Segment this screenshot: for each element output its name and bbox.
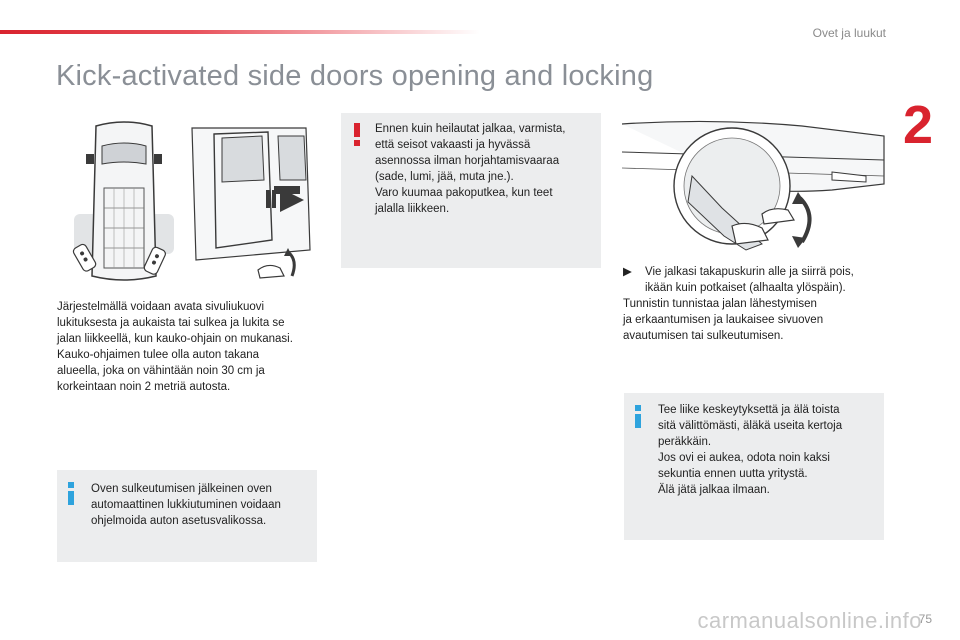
sliding-door-illustration [188, 120, 316, 288]
instruction-text: ▶ Vie jalkasi takapuskurin alle ja siirrä pois, ikään kuin potkaiset (alhaalta ylöspäin). Tunnistin tunnistaa jalan lähestymisen ja erkaantumisen ja laukaisee sivuoven avautumisen tai sulkeutumisen. [623, 264, 893, 344]
page-number: 75 [918, 612, 932, 626]
info-icon [635, 405, 641, 428]
info-text-left: Oven sulkeutumisen jälkeinen oven automaattinen lukkiutuminen voidaan ohjelmoida auton asetusvalikossa. [91, 483, 281, 527]
intro-text: Järjestelmällä voidaan avata sivuliukuovi lukituksesta ja aukaista tai sulkea ja lukita se jalan liikkeellä, kun kauko-ohjain on mukanasi. Kauko-ohjaimen tulee olla auton takana alueella, joka on vähintään noin 30 cm ja korkeintaan noin 2 metriä autosta. [57, 301, 293, 393]
header-accent-bar [0, 30, 480, 34]
warning-text: Ennen kuin heilautat jalkaa, varmista, että seisot vakaasti ja hyvässä asennossa ilman horjahtamisvaaraa (sade, lumi, jää, muta jne.). Varo kuumaa pakoputkea, kun teet jalalla liikkeen. [375, 123, 566, 215]
warning-box [341, 113, 601, 268]
chapter-number: 2 [903, 95, 934, 155]
warning-icon [354, 123, 360, 146]
section-name: Ovet ja luukut [812, 26, 886, 40]
info-box-left [57, 470, 317, 562]
arrow-bullet-icon: ▶ [623, 266, 632, 278]
info-icon [68, 482, 74, 505]
van-top-view-illustration [68, 118, 180, 290]
instruction-bullet: ▶ Vie jalkasi takapuskurin alle ja siirrä pois, ikään kuin potkaiset (alhaalta ylöspäin). [623, 266, 854, 294]
info-box-right [624, 393, 884, 540]
watermark: carmanualsonline.info [697, 608, 922, 633]
rear-bumper-kick-illustration [622, 116, 886, 256]
page-title: Kick-activated side doors opening and locking [56, 60, 654, 92]
info-text-right: Tee liike keskeytyksettä ja älä toista sitä välittömästi, äläkä useita kertoja peräkkäin. Jos ovi ei aukea, odota noin kaksi sekuntia ennen uutta yritystä. Älä jätä jalkaa ilmaan. [658, 404, 843, 496]
